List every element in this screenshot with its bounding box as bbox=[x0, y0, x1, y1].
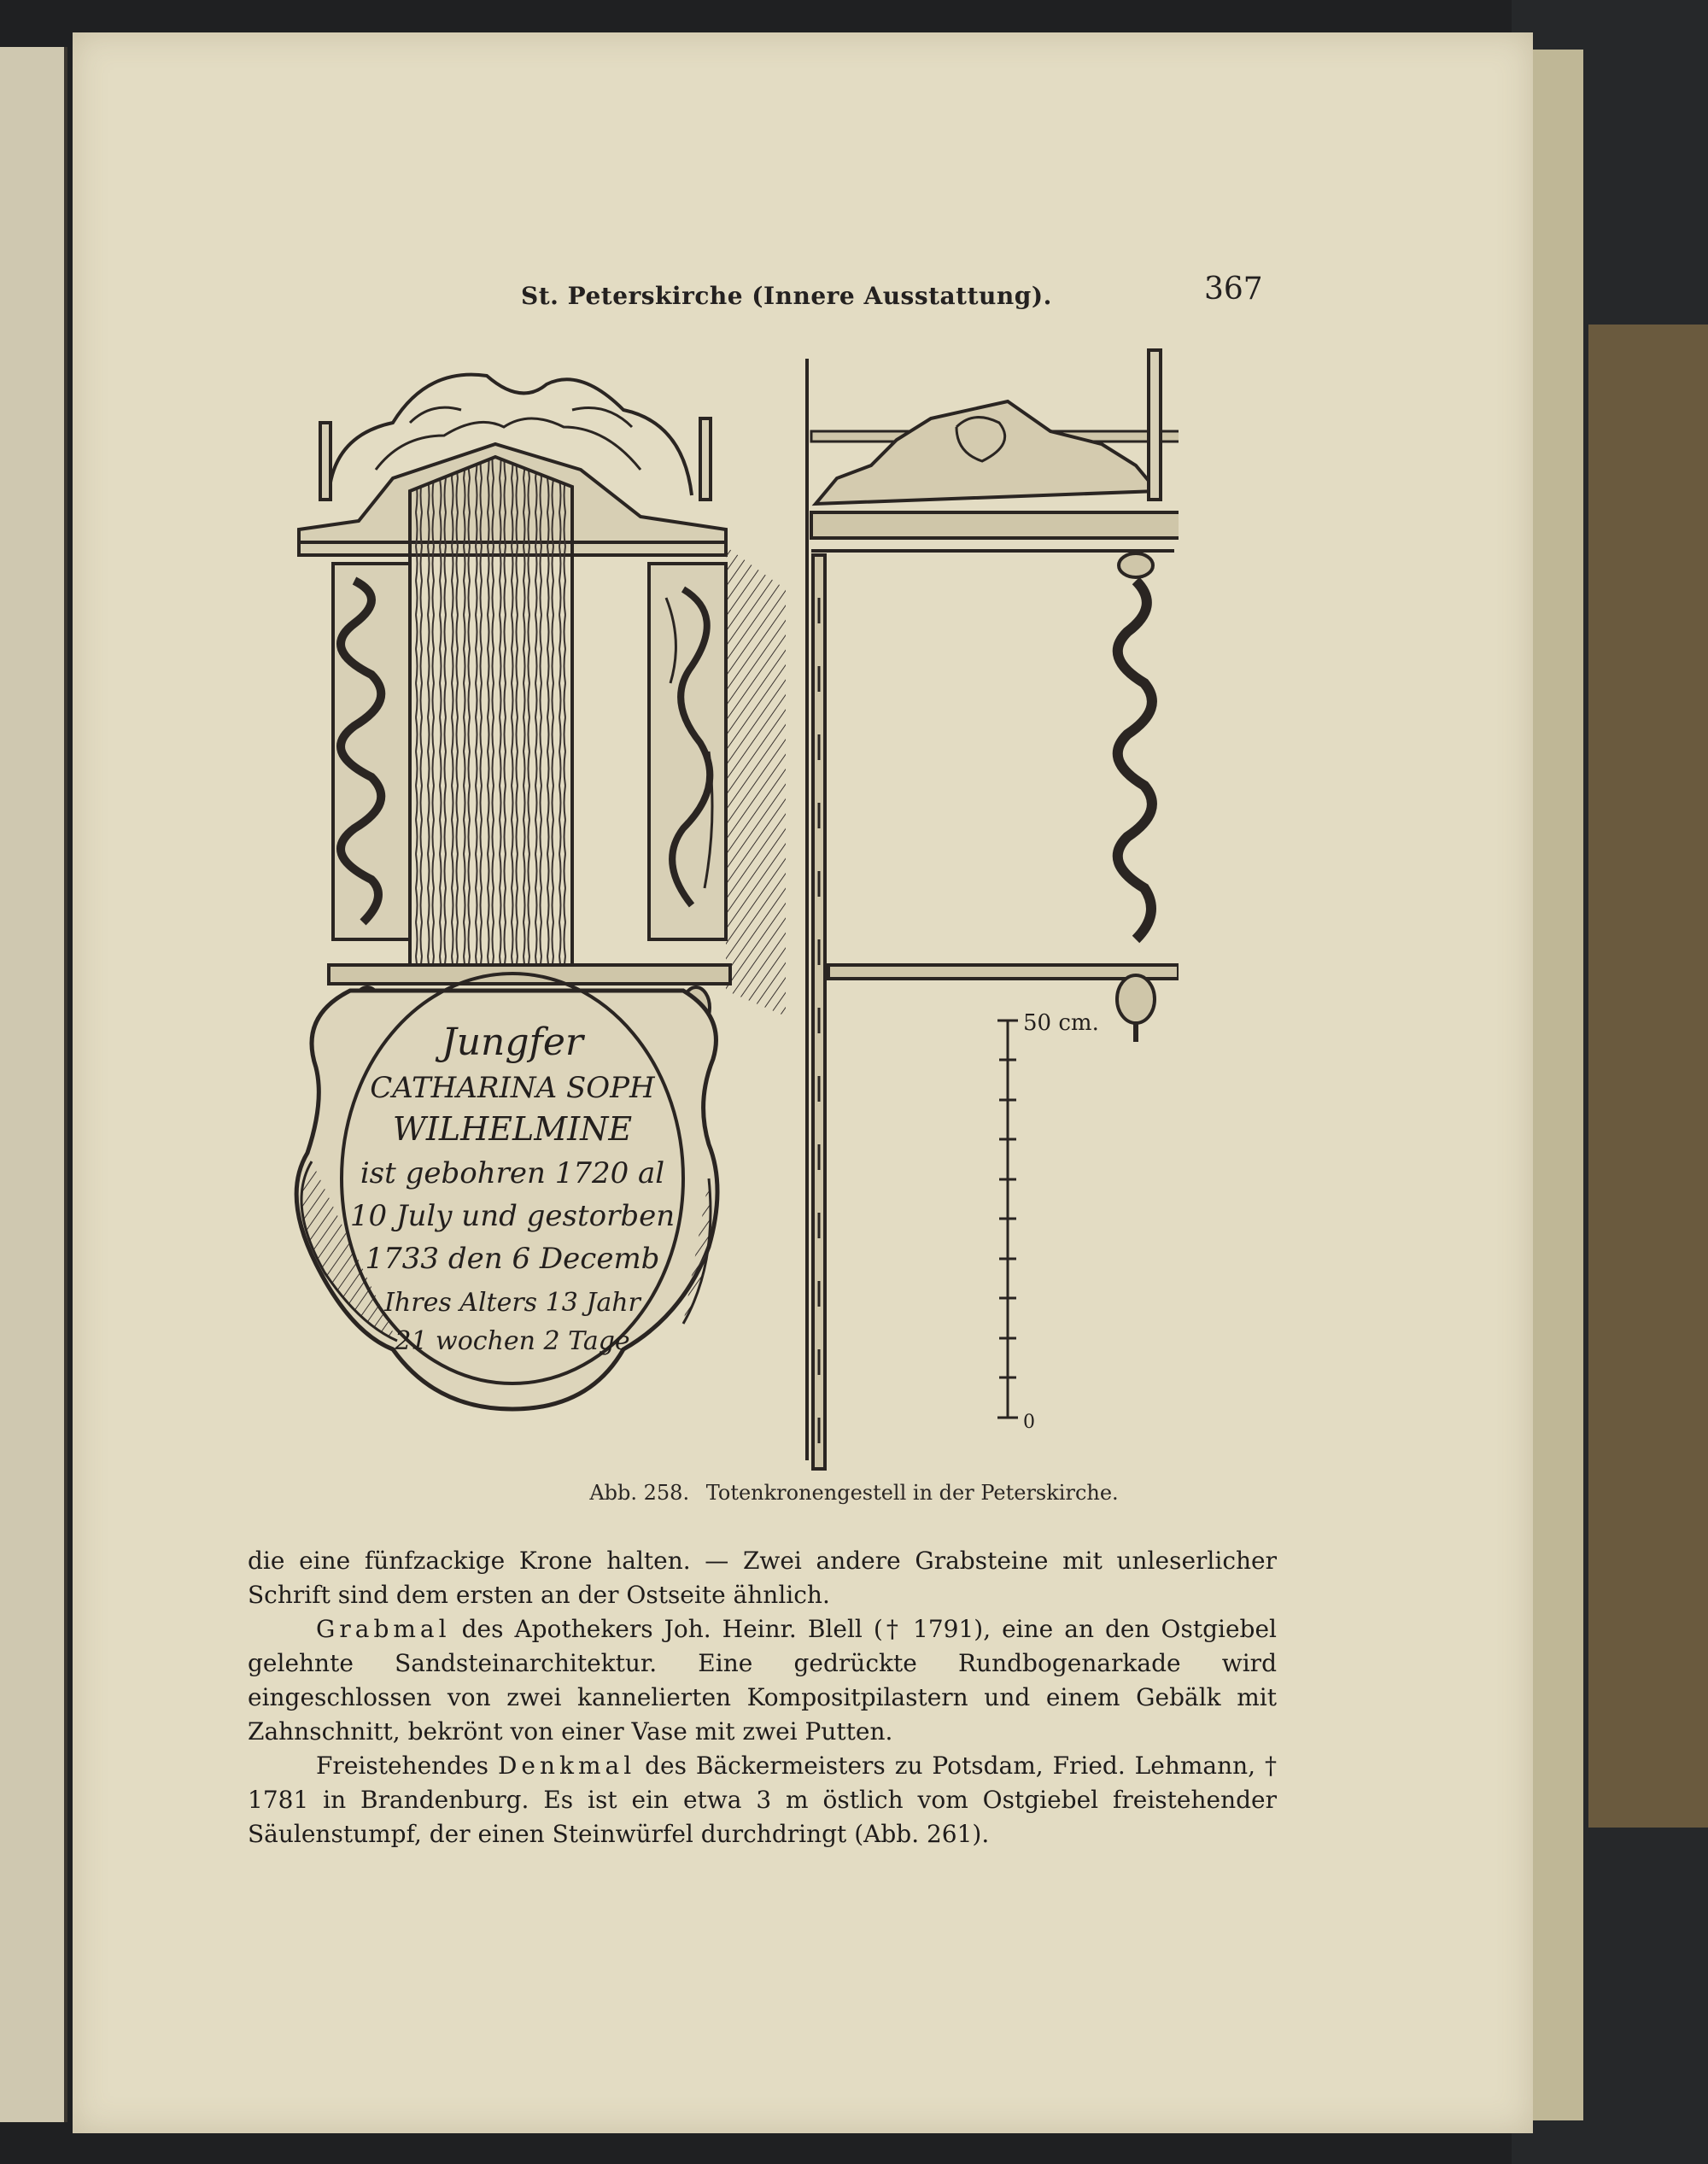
paragraph-grabmal bbox=[248, 1612, 1277, 1749]
running-title: St. Peterskirche (Innere Ausstattung). bbox=[521, 282, 1052, 310]
inscription-line: 1733 den 6 Decemb bbox=[365, 1242, 660, 1276]
side-view-drawing bbox=[811, 350, 1179, 1469]
body-text bbox=[248, 1544, 1277, 1851]
inscription bbox=[350, 1021, 675, 1356]
inscription-line: ist gebohren 1720 al bbox=[360, 1156, 665, 1190]
caption-text: Totenkronengestell in der Peterskirche. bbox=[705, 1481, 1119, 1505]
book-cover-paper bbox=[1588, 325, 1708, 1828]
figure-caption bbox=[0, 1481, 1708, 1505]
inscription-line: 10 July und gestorben bbox=[349, 1199, 676, 1233]
paragraph-denkmal bbox=[248, 1749, 1277, 1851]
inscription-line: CATHARINA SOPH bbox=[370, 1071, 655, 1105]
figure-totenkronengestell bbox=[282, 342, 1179, 1477]
scale-bottom-label: 0 bbox=[1023, 1412, 1035, 1433]
paragraph-lead-word: Grabmal bbox=[316, 1615, 451, 1643]
paragraph-text: des Bäckermeisters zu Potsdam, Fried. Lehmann, † 1781 in Brandenburg. Es ist ein etwa 3 m östlich vom Ostgiebel freistehender Säulenstumpf, der einen Steinwürfel durchdringt (Abb. 261). bbox=[248, 1752, 1277, 1848]
scale-bar bbox=[997, 1021, 1018, 1418]
paragraph-continuation: die eine fünfzackige Krone halten. — Zwei andere Grabsteine mit unleserlicher Schrift sind dem ersten an der Ostseite ähnlich. bbox=[248, 1547, 1277, 1609]
inscription-line: Ihres Alters 13 Jahr bbox=[384, 1288, 640, 1318]
scale-top-label: 50 cm. bbox=[1023, 1010, 1099, 1036]
paragraph-lead-word: Denkmal bbox=[497, 1752, 636, 1780]
previous-page-edge bbox=[0, 47, 67, 2122]
inscription-line: WILHELMINE bbox=[392, 1110, 633, 1148]
page-number: 367 bbox=[1204, 272, 1263, 307]
inscription-line: 21 wochen 2 Tage bbox=[395, 1326, 630, 1356]
inscription-line: Jungfer bbox=[442, 1021, 583, 1064]
caption-number: Abb. 258. bbox=[589, 1481, 690, 1505]
paragraph-text: des Apothekers Joh. Heinr. Blell († 1791), eine an den Ostgiebel gelehnte Sandsteinarchitektur. Eine gedrückte Rundbogenarkade wird eingeschlossen von zwei kannelierten Kompositpilastern und einem Gebälk mit Zahnschnitt, bekrönt von einer Vase mit zwei Putten. bbox=[248, 1615, 1277, 1746]
paragraph-text: Freistehendes bbox=[316, 1752, 498, 1780]
page-stack-edge bbox=[1529, 50, 1583, 2120]
